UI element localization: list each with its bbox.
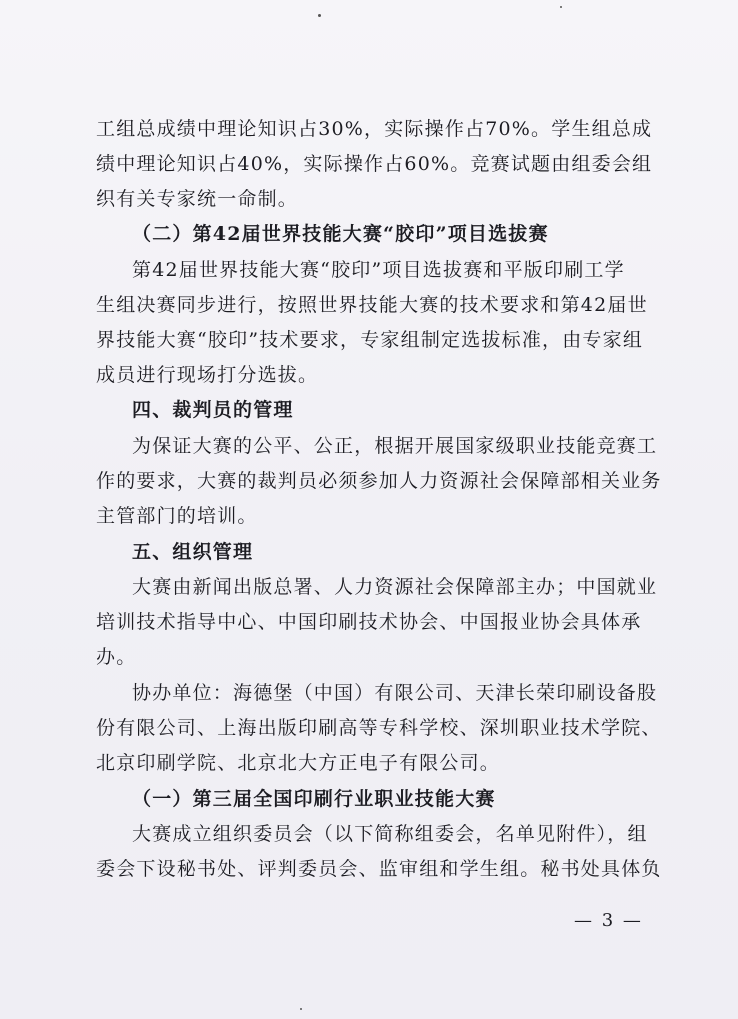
paragraph-line: 大赛由新闻出版总署、人力资源社会保障部主办；中国就业 [132, 576, 658, 598]
paragraph-line: 生组决赛同步进行，按照世界技能大赛的技术要求和第42届世 [96, 294, 648, 316]
page-number: — 3 — [574, 910, 643, 931]
paragraph-line: 作的要求，大赛的裁判员必须参加人力资源社会保障部相关业务 [96, 470, 662, 492]
paragraph-line: 织有关专家统一命制。 [96, 188, 299, 210]
paragraph-line: 大赛成立组织委员会（以下简称组委会，名单见附件），组 [132, 823, 648, 845]
scan-speck [300, 1008, 302, 1010]
paragraph-line: 绩中理论知识占40%，实际操作占60%。竞赛试题由组委会组 [96, 153, 653, 175]
paragraph-line: 为保证大赛的公平、公正，根据开展国家级职业技能竞赛工 [132, 435, 658, 457]
paragraph-line: 主管部门的培训。 [96, 505, 258, 527]
scan-speck [560, 6, 562, 8]
subsection-heading: （一）第三届全国印刷行业职业技能大赛 [132, 788, 496, 810]
paragraph-line: 份有限公司、上海出版印刷高等专科学校、深圳职业技术学院、 [96, 717, 662, 739]
paragraph-line: 成员进行现场打分选拔。 [96, 364, 319, 386]
paragraph-line: 界技能大赛“胶印”技术要求，专家组制定选拔标准，由专家组 [96, 329, 644, 351]
paragraph-line: 北京印刷学院、北京北大方正电子有限公司。 [96, 752, 501, 774]
scan-speck [318, 14, 321, 17]
paragraph-line: 协办单位：海德堡（中国）有限公司、天津长荣印刷设备股 [132, 682, 658, 704]
paragraph-line: 办。 [96, 646, 137, 668]
section-heading: 五、组织管理 [132, 541, 254, 563]
paragraph-line: 培训技术指导中心、中国印刷技术协会、中国报业协会具体承 [96, 611, 642, 633]
paragraph-line: 委会下设秘书处、评判委员会、监审组和学生组。秘书处具体负 [96, 858, 662, 880]
subsection-heading: （二）第42届世界技能大赛“胶印”项目选拔赛 [132, 223, 549, 245]
section-heading: 四、裁判员的管理 [132, 399, 294, 421]
paragraph-line: 第42届世界技能大赛“胶印”项目选拔赛和平版印刷工学 [132, 259, 625, 281]
paragraph-line: 工组总成绩中理论知识占30%，实际操作占70%。学生组总成 [96, 118, 653, 140]
